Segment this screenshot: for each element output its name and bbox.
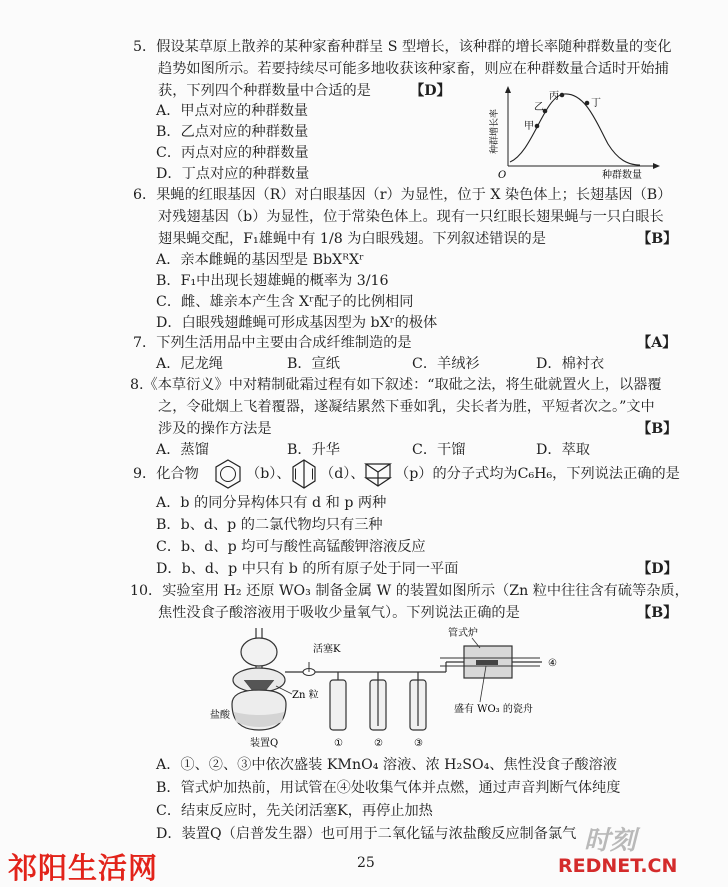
q6-line-1: 6．果蝇的红眼基因（R）对白眼基因（r）为显性，位于 X 染色体上；长翅基因（B） — [133, 187, 672, 203]
label-apparatus-q: 装置Q — [250, 738, 279, 749]
page-number: 25 — [357, 855, 375, 871]
q5-growth-rate-graph — [478, 86, 660, 186]
q6-option-a: A．亲本雌蝇的基因型是 BbXᴿXʳ — [156, 252, 364, 268]
q9-label-d: （d）、 — [320, 466, 365, 482]
graph-y-label: 种群增长率 — [490, 108, 500, 154]
benzene-structure — [213, 458, 243, 490]
label-outlet-4: ④ — [548, 658, 557, 669]
q5-line-1: 5．假设某草原上散养的某种家畜种群呈 S 型增长，该种群的增长率随种群数量的变化 — [133, 39, 672, 55]
graph-point-yi: 乙 — [534, 102, 544, 113]
q9-answer: 【D】 — [637, 561, 678, 577]
q8-option-c: C．干馏 — [412, 442, 466, 458]
watermark-text: 时刻 — [584, 826, 637, 856]
q9-option-d: D．b、d、p 中只有 b 的所有原子处于同一平面 — [156, 561, 459, 577]
q7-answer: 【A】 — [637, 335, 677, 351]
label-bottle-1: ① — [334, 738, 343, 749]
q6-answer: 【B】 — [637, 231, 678, 247]
q6-line-2: 对残翅基因（b）为显性，位于常染色体上。现有一只红眼长翅果蝇与一只白眼长 — [158, 209, 664, 225]
label-bottle-3: ③ — [414, 738, 423, 749]
footer-brand: 祁阳生活网 — [8, 851, 159, 885]
q6-option-d: D．白眼残翅雌蝇可形成基因型为 bXʳ的极体 — [156, 315, 438, 331]
q10-option-c: C．结束反应时，先关闭活塞K，再停止加热 — [156, 803, 433, 819]
q8-line-1: 8.《本草衍义》中对精制砒霜过程有如下叙述：“取砒之法，将生砒就置火上，以器覆 — [130, 377, 662, 393]
graph-point-bing: 丙 — [549, 91, 559, 102]
q8-option-b: B．升华 — [287, 442, 340, 458]
label-hydrochloric-acid: 盐酸 — [210, 710, 230, 721]
q5-option-c: C．丙点对应的种群数量 — [156, 145, 309, 161]
q10-apparatus-diagram — [210, 622, 570, 752]
q5-option-b: B．乙点对应的种群数量 — [156, 124, 309, 140]
q8-line-2: 之，令砒烟上飞着覆器，遂凝结累然下垂如乳，尖长者为胜，平短者次之。”文中 — [158, 399, 655, 415]
q10-option-d: D．装置Q（启普发生器）也可用于二氧化锰与浓盐酸反应制备氯气 — [156, 826, 577, 842]
q6-option-c: C．雌、雄亲本产生含 Xʳ配子的比例相同 — [156, 294, 414, 310]
q6-option-b: B．F₁中出现长翅雄蝇的概率为 3/16 — [156, 273, 389, 289]
graph-x-label: 种群数量 — [602, 170, 642, 181]
q9-label-b: （b）、 — [246, 466, 291, 482]
q5-option-a: A．甲点对应的种群数量 — [156, 103, 309, 119]
label-zn-granules: Zn 粒 — [292, 690, 319, 701]
label-stopcock-k: 活塞K — [313, 644, 341, 655]
graph-point-ding: 丁 — [591, 98, 601, 109]
q10-line-2: 焦性没食子酸溶液用于吸收少量氧气）。下列说法正确的是 — [158, 605, 520, 621]
label-porcelain-boat: 盛有 WO₃ 的瓷舟 — [454, 704, 533, 715]
q8-option-a: A．蒸馏 — [156, 442, 209, 458]
dewar-benzene-structure — [290, 458, 318, 490]
label-bottle-2: ② — [374, 738, 383, 749]
q10-line-1: 10．实验室用 H₂ 还原 WO₃ 制备金属 W 的装置如图所示（Zn 粒中往往含有硫等杂质， — [130, 583, 689, 599]
q9-option-b: B．b、d、p 的二氯代物均只有三种 — [156, 517, 383, 533]
rednet-logo: REDNET.CN — [558, 855, 678, 877]
q9-option-c: C．b、d、p 均可与酸性高锰酸钾溶液反应 — [156, 539, 426, 555]
q9-label-p: （p）的分子式均为C₆H₆，下列说法正确的是 — [395, 466, 680, 482]
q5-option-d: D．丁点对应的种群数量 — [156, 166, 310, 182]
q7-question: 7．下列生活用品中主要由合成纤维制造的是 — [133, 335, 412, 351]
prismane-structure — [363, 458, 393, 490]
q8-line-3: 涉及的操作方法是 — [158, 421, 272, 437]
q9-option-a: A．b 的同分异构体只有 d 和 p 两种 — [156, 495, 387, 511]
q5-line-3: 获，下列四个种群数量中合适的是 — [158, 83, 371, 99]
q10-option-a: A．①、②、③中依次盛装 KMnO₄ 溶液、浓 H₂SO₄、焦性没食子酸溶液 — [156, 757, 617, 773]
q9-prefix: 9．化合物 — [133, 466, 199, 482]
q6-line-3: 翅果蝇交配，F₁雄蝇中有 1/8 为白眼残翅。下列叙述错误的是 — [158, 231, 546, 247]
q10-option-b: B．管式炉加热前，用试管在④处收集气体并点燃，通过声音判断气体纯度 — [156, 780, 621, 796]
graph-point-jia: 甲 — [524, 121, 534, 132]
label-tube-furnace: 管式炉 — [448, 628, 478, 639]
q7-option-b: B．宣纸 — [287, 356, 340, 372]
q5-line-2: 趋势如图所示。若要持续尽可能多地收获该种家畜，则应在种群数量合适时开始捕 — [158, 61, 669, 77]
q10-answer: 【B】 — [637, 605, 678, 621]
q5-answer: 【D】 — [410, 83, 451, 99]
q7-option-a: A．尼龙绳 — [156, 356, 223, 372]
q8-option-d: D．萃取 — [536, 442, 590, 458]
graph-origin: O — [498, 170, 507, 181]
q7-option-c: C．羊绒衫 — [412, 356, 480, 372]
q8-answer: 【B】 — [637, 421, 678, 437]
q7-option-d: D．棉衬衣 — [536, 356, 605, 372]
